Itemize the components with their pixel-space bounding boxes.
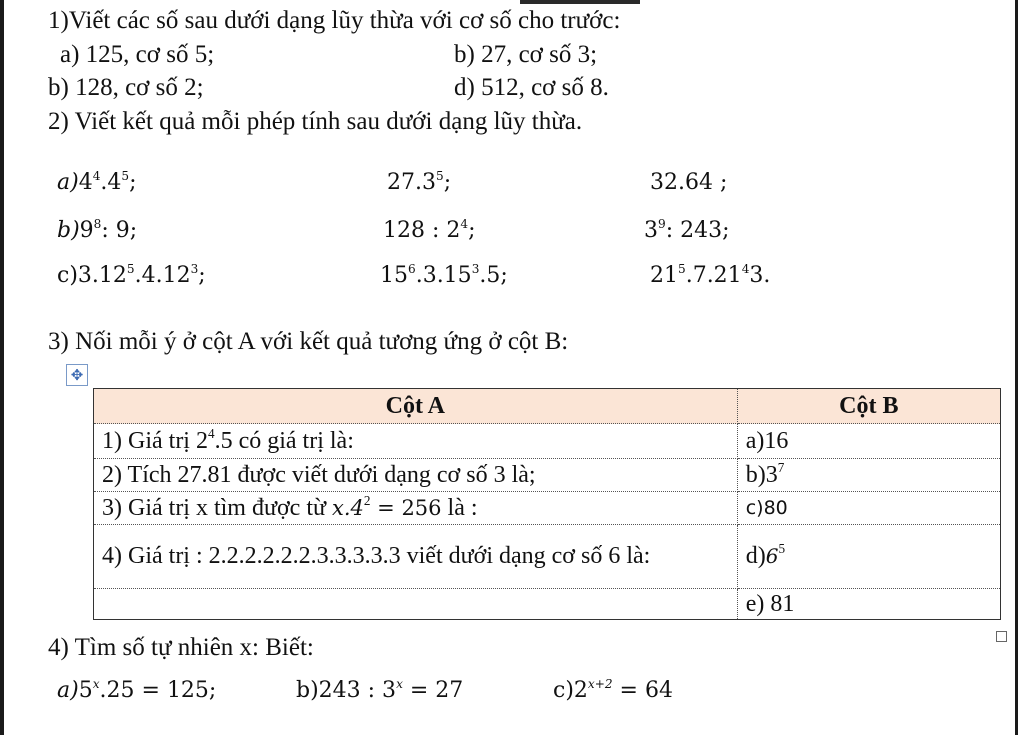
matching-table xyxy=(93,388,1001,620)
column-a-cell xyxy=(94,589,738,620)
column-a-header: Cột A xyxy=(94,389,738,424)
q1-title: 1)Viết các số sau dưới dạng lũy thừa với cơ số cho trước: xyxy=(48,7,621,34)
q4-expr-b: b)243 : $3^x = 27$ xyxy=(296,676,464,703)
q1-item-d: d) 512, cơ số 8. xyxy=(454,74,609,101)
table-row xyxy=(94,589,1001,620)
q2-expr-c3: $21^5.7.21^43$. xyxy=(650,261,771,288)
cut-off-header xyxy=(520,0,640,4)
table-row xyxy=(94,492,1001,525)
q2-expr-a3: 32.64 ; xyxy=(650,170,728,195)
column-b-cell: c)80 xyxy=(737,492,1000,525)
q4-expr-c: $c)2^{x+2} = 64$ xyxy=(553,676,673,703)
table-row xyxy=(94,459,1001,492)
q2-expr-b3: $3^9$: 243; xyxy=(644,216,730,243)
q1-item-b1: b) 27, cơ số 3; xyxy=(454,41,598,68)
column-b-cell: e) 81 xyxy=(737,589,1000,620)
q2-expr-b2: 128 : $2^4$; xyxy=(383,216,476,243)
column-a-cell: 4) Giá trị : 2.2.2.2.2.2.3.3.3.3.3 viết dưới dạng cơ số 6 là: xyxy=(94,525,738,589)
column-a-cell: 3) Giá trị x tìm được từ $x.4^2 = 256$ là : xyxy=(94,492,738,525)
q4-title: 4) Tìm số tự nhiên x: Biết: xyxy=(48,634,314,661)
q2-title: 2) Viết kết quả mỗi phép tính sau dưới dạng lũy thừa. xyxy=(48,108,583,135)
column-a-cell: 1) Giá trị $2^4.5$ có giá trị là: xyxy=(94,424,738,459)
q1-item-b2: b) 128, cơ số 2; xyxy=(48,74,204,101)
q1-item-a: a) 125, cơ số 5; xyxy=(60,41,215,68)
q3-title: 3) Nối mỗi ý ở cột A với kết quả tương ứng ở cột B: xyxy=(48,328,569,355)
column-b-cell: $b)3^7$ xyxy=(737,459,1000,492)
column-a-cell: 2) Tích 27.81 được viết dưới dạng cơ số 3 là; xyxy=(94,459,738,492)
table-header-row xyxy=(94,389,1001,424)
q2-expr-b1: $b)9^8$: 9; xyxy=(57,216,138,243)
table-row xyxy=(94,525,1001,589)
column-b-cell: a)16 xyxy=(737,424,1000,459)
q2-expr-c2: $15^6.3.15^3.5$; xyxy=(380,261,508,288)
table-row xyxy=(94,424,1001,459)
column-b-cell: $d)6^5$ xyxy=(737,525,1000,589)
table-move-handle-icon[interactable]: ✥ xyxy=(66,364,88,386)
q2-expr-c1: c)3.12$^5$.4.12$^3$; xyxy=(57,261,206,288)
q4-expr-a: $a)5^x.25 = 125$; xyxy=(57,676,217,703)
table-resize-handle[interactable] xyxy=(996,631,1007,642)
q2-expr-a2: 27.3$^5$; xyxy=(387,168,452,195)
column-b-header: Cột B xyxy=(737,389,1000,424)
q2-expr-a1: $a)4^4.4^5$; xyxy=(57,168,137,195)
